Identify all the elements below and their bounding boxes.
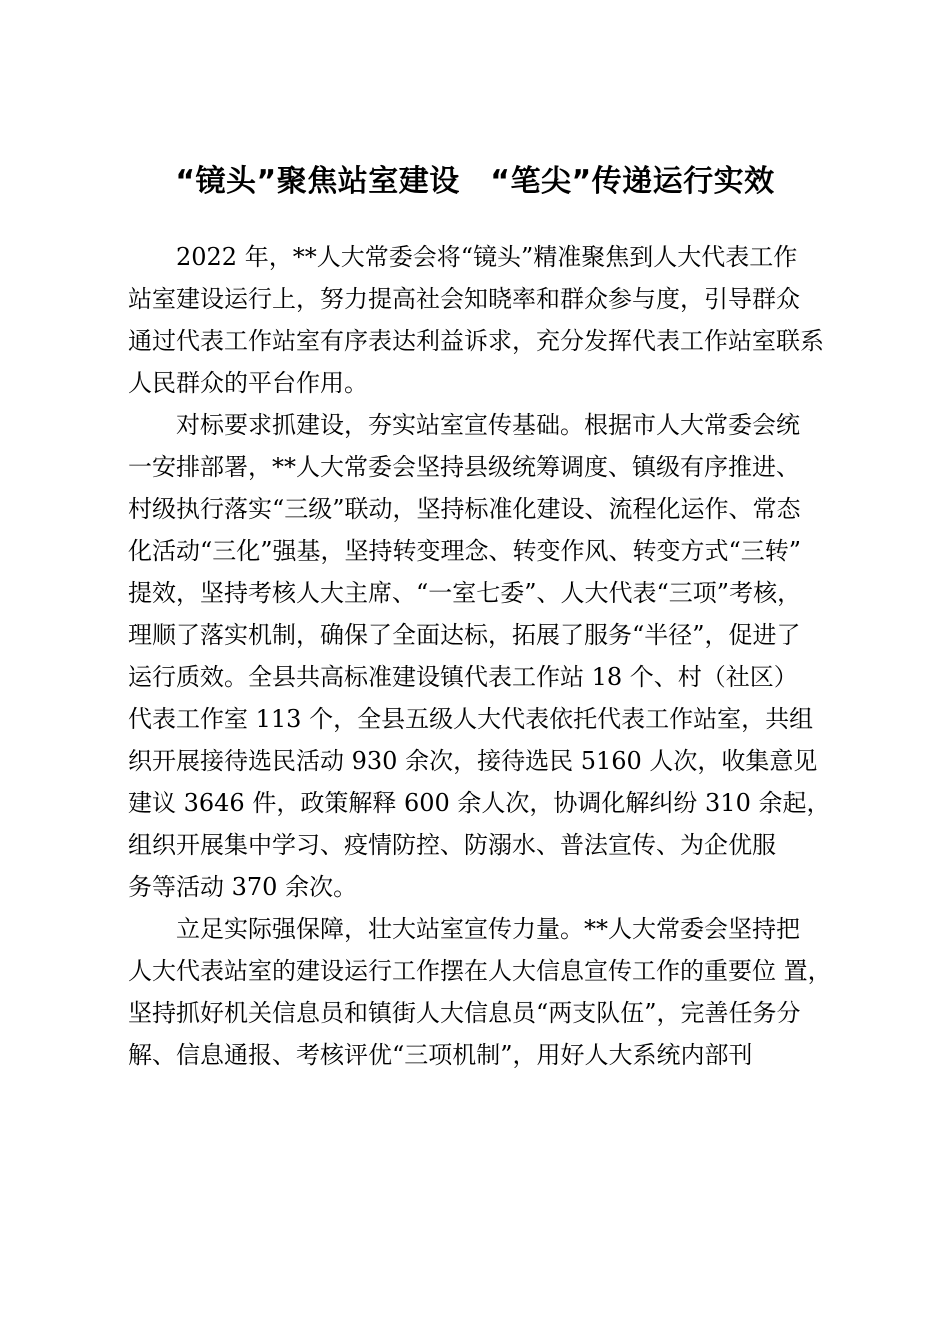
- paragraph-line: 织开展接待选民活动 930 余次，接待选民 5160 人次，收集意见: [128, 747, 818, 775]
- paragraph-line: 务等活动 370 余次。: [128, 873, 358, 901]
- paragraph-line: 化活动“三化”强基，坚持转变理念、转变作风、转变方式“三转”: [128, 537, 802, 565]
- paragraph-line: 一安排部署，**人大常委会坚持县级统筹调度、镇级有序推进、: [128, 453, 800, 481]
- paragraph-line: 坚持抓好机关信息员和镇街人大信息员“两支队伍”，完善任务分: [128, 999, 801, 1027]
- paragraph-line: 2022 年，**人大常委会将“镜头”精准聚焦到人大代表工作: [176, 243, 798, 271]
- paragraph-line: 通过代表工作站室有序表达利益诉求，充分发挥代表工作站室联系: [128, 327, 824, 355]
- paragraph-3: [128, 908, 838, 1076]
- paragraph-line: 组织开展集中学习、疫情防控、防溺水、普法宣传、为企优服: [128, 831, 776, 859]
- document-title: “镜头”聚焦站室建设 “笔尖”传递运行实效: [175, 164, 775, 199]
- paragraph-line: 站室建设运行上，努力提高社会知晓率和群众参与度，引导群众: [128, 285, 800, 313]
- document-body: [128, 236, 838, 1076]
- paragraph-line: 人大代表站室的建设运行工作摆在人大信息宣传工作的重要位 置，: [128, 957, 832, 985]
- paragraph-line: 提效，坚持考核人大主席、“一室七委”、人大代表“三项”考核，: [128, 579, 802, 607]
- paragraph-line: 对标要求抓建设，夯实站室宣传基础。根据市人大常委会统: [176, 411, 800, 439]
- paragraph-line: 解、信息通报、考核评优“三项机制”，用好人大系统内部刊: [128, 1041, 753, 1069]
- paragraph-line: 人民群众的平台作用。: [128, 369, 368, 397]
- paragraph-line: 代表工作室 113 个，全县五级人大代表依托代表工作站室，共组: [128, 705, 814, 733]
- paragraph-line: 运行质效。全县共高标准建设镇代表工作站 18 个、村（社区）: [128, 663, 798, 691]
- paragraph-line: 立足实际强保障，壮大站室宣传力量。**人大常委会坚持把: [176, 915, 800, 943]
- paragraph-2: [128, 404, 838, 908]
- paragraph-line: 理顺了落实机制，确保了全面达标，拓展了服务“半径”，促进了: [128, 621, 801, 649]
- paragraph-1: [128, 236, 838, 404]
- paragraph-line: 村级执行落实“三级”联动，坚持标准化建设、流程化运作、常态: [128, 495, 801, 523]
- paragraph-line: 建议 3646 件，政策解释 600 余人次，协调化解纠纷 310 余起，: [128, 789, 831, 817]
